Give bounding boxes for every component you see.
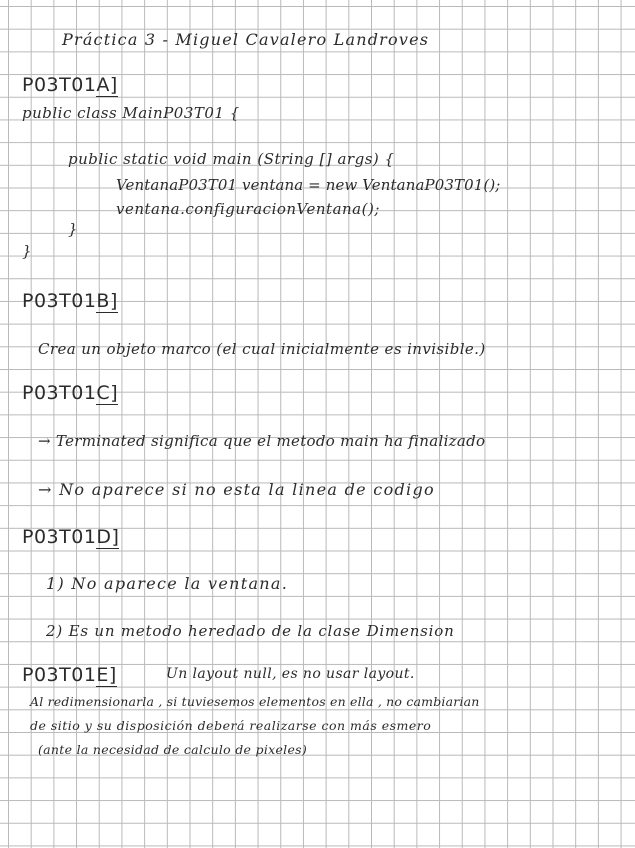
section-header-c [22, 382, 118, 404]
section-header-prefix: P03T01 [22, 74, 97, 96]
answer-line: (ante la necesidad de calculo de pixeles) [38, 742, 308, 757]
answer-line: 2) Es un metodo heredado de la clase Dimension [46, 622, 455, 640]
section-header-prefix: P03T01 [22, 382, 97, 404]
section-header-e [22, 664, 117, 686]
code-line: public class MainP03T01 { [22, 104, 240, 122]
section-header-suffix: C] [96, 382, 119, 404]
section-header-b [22, 290, 118, 312]
answer-line: 1) No aparece la ventana. [46, 574, 289, 593]
code-line: } [68, 220, 79, 238]
code-line: } [22, 242, 33, 260]
section-header-prefix: P03T01 [22, 664, 97, 686]
code-line: ventana.configuracionVentana(); [116, 200, 380, 218]
section-header-suffix: B] [96, 290, 118, 312]
section-e-note: Un layout null, es no usar layout. [166, 666, 415, 682]
section-header-suffix: A] [96, 74, 118, 96]
section-header-suffix: D] [96, 526, 120, 548]
code-line: VentanaP03T01 ventana = new VentanaP03T01(); [116, 176, 501, 194]
code-line: public static void main (String [] args) { [68, 150, 395, 168]
section-header-a [22, 74, 118, 96]
section-header-suffix: E] [96, 664, 117, 686]
section-header-d [22, 526, 119, 548]
section-header-prefix: P03T01 [22, 290, 97, 312]
answer-line: Crea un objeto marco (el cual inicialmente es invisible.) [38, 340, 486, 358]
answer-line: de sitio y su disposición deberá realizarse con más esmero [30, 718, 432, 733]
section-header-prefix: P03T01 [22, 526, 97, 548]
answer-line: → No aparece si no esta la linea de codigo [38, 480, 435, 499]
answer-line: → Terminated significa que el metodo main ha finalizado [38, 432, 486, 450]
answer-line: Al redimensionarla , si tuviesemos elementos en ella , no cambiarian [30, 694, 480, 709]
page-title: Práctica 3 - Miguel Cavalero Landroves [62, 30, 430, 49]
